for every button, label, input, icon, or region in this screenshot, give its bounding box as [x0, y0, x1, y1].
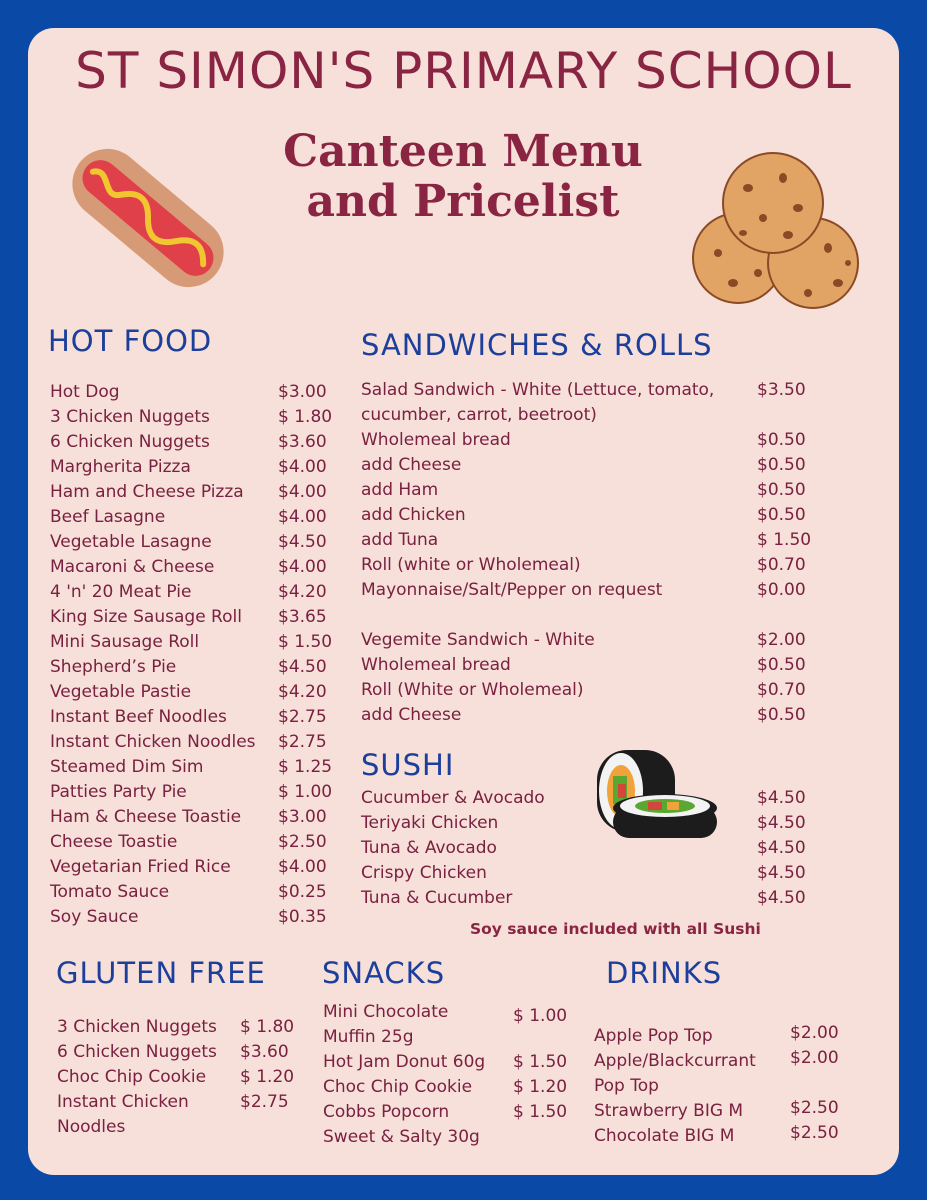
sandwich-item: [361, 678, 816, 703]
gluten-free-heading: GLUTEN FREE: [56, 956, 266, 990]
item-name: Tomato Sauce: [50, 882, 170, 902]
item-name: Mini Chocolate: [323, 1002, 449, 1022]
gluten-free-item: [57, 1040, 297, 1065]
item-price: $4.50: [757, 788, 806, 808]
item-name: Choc Chip Cookie: [323, 1077, 473, 1097]
sushi-item: [361, 811, 816, 836]
hot-dog-icon: [58, 128, 238, 308]
gluten-free-item: [57, 1065, 297, 1090]
sushi-item: [361, 836, 816, 861]
muffin-price: $ 1.00: [513, 1006, 568, 1026]
item-price: $ 1.50: [757, 530, 812, 550]
hot-food-list: [50, 380, 335, 930]
drink-item: [594, 1124, 844, 1149]
hot-food-item: [50, 905, 335, 930]
item-name: add Cheese: [361, 705, 462, 725]
sandwich-item: [361, 528, 816, 553]
item-name: add Chicken: [361, 505, 466, 525]
gluten-free-item: [57, 1115, 297, 1140]
item-price: $3.65: [278, 607, 327, 627]
item-name: Cobbs Popcorn: [323, 1102, 450, 1122]
item-name: Teriyaki Chicken: [361, 813, 499, 833]
item-name: 3 Chicken Nuggets: [50, 407, 210, 427]
item-price: $0.25: [278, 882, 327, 902]
item-price: $4.00: [278, 857, 327, 877]
item-name: add Tuna: [361, 530, 439, 550]
item-name: Shepherd’s Pie: [50, 657, 177, 677]
drinks-heading: DRINKS: [606, 956, 723, 990]
item-name: add Cheese: [361, 455, 462, 475]
item-name: Noodles: [57, 1117, 126, 1137]
item-price: $0.50: [757, 480, 806, 500]
gluten-free-item: [57, 1090, 297, 1115]
item-price: $4.20: [278, 582, 327, 602]
sushi-item: [361, 786, 816, 811]
sushi-list: [361, 786, 816, 911]
hot-food-item: [50, 805, 335, 830]
sandwich-item: [361, 653, 816, 678]
item-name: Ham and Cheese Pizza: [50, 482, 244, 502]
item-name: 6 Chicken Nuggets: [57, 1042, 217, 1062]
item-name: Choc Chip Cookie: [57, 1067, 207, 1087]
drink-item: [594, 1049, 844, 1074]
item-name: Apple Pop Top: [594, 1026, 713, 1046]
item-price: $3.50: [757, 380, 806, 400]
hot-food-item: [50, 780, 335, 805]
hot-food-item: [50, 755, 335, 780]
item-name: Instant Chicken: [57, 1092, 189, 1112]
snack-item: [323, 1125, 573, 1150]
snack-item: [323, 1100, 573, 1125]
item-price: $4.00: [278, 557, 327, 577]
item-price: $ 1.00: [278, 782, 333, 802]
item-name: Strawberry BIG M: [594, 1101, 744, 1121]
hot-food-item: [50, 430, 335, 455]
hot-food-item: [50, 855, 335, 880]
sandwich-item: [361, 378, 816, 403]
item-name: 3 Chicken Nuggets: [57, 1017, 217, 1037]
sandwich-item: [361, 703, 816, 728]
item-name: King Size Sausage Roll: [50, 607, 242, 627]
item-name: cucumber, carrot, beetroot): [361, 405, 597, 425]
hot-food-item: [50, 880, 335, 905]
hot-food-item: [50, 655, 335, 680]
sandwich-item: [361, 453, 816, 478]
item-name: Vegetable Lasagne: [50, 532, 212, 552]
item-name: Steamed Dim Sim: [50, 757, 204, 777]
item-price: $3.00: [278, 382, 327, 402]
item-name: Wholemeal bread: [361, 655, 511, 675]
item-name: Cucumber & Avocado: [361, 788, 545, 808]
item-name: add Ham: [361, 480, 439, 500]
item-name: Apple/Blackcurrant: [594, 1051, 756, 1071]
item-price: $4.50: [757, 888, 806, 908]
item-price: $ 1.20: [513, 1077, 568, 1097]
item-price: $2.50: [790, 1123, 839, 1143]
item-name: Tuna & Cucumber: [361, 888, 513, 908]
item-name: 6 Chicken Nuggets: [50, 432, 210, 452]
sandwiches-list: [361, 378, 816, 728]
item-name: Soy Sauce: [50, 907, 139, 927]
item-price: $4.00: [278, 457, 327, 477]
item-price: $2.50: [278, 832, 327, 852]
hot-food-item: [50, 730, 335, 755]
item-name: Hot Dog: [50, 382, 120, 402]
sandwich-item: [361, 553, 816, 578]
item-name: Instant Chicken Noodles: [50, 732, 256, 752]
item-name: Chocolate BIG M: [594, 1126, 735, 1146]
item-price: $2.75: [240, 1092, 289, 1112]
item-price: $0.50: [757, 705, 806, 725]
hot-food-item: [50, 630, 335, 655]
item-price: $0.50: [757, 655, 806, 675]
item-name: Patties Party Pie: [50, 782, 187, 802]
sushi-item: [361, 861, 816, 886]
item-price: $3.60: [278, 432, 327, 452]
item-price: $0.50: [757, 430, 806, 450]
sandwich-item: [361, 578, 816, 603]
item-price: $4.50: [278, 532, 327, 552]
menu-title-line2: and Pricelist: [306, 176, 620, 227]
item-price: $4.00: [278, 507, 327, 527]
sandwiches-heading: SANDWICHES & ROLLS: [361, 328, 713, 362]
item-name: Vegetarian Fried Rice: [50, 857, 231, 877]
item-price: $ 1.50: [513, 1102, 568, 1122]
sandwich-item: [361, 503, 816, 528]
item-name: Hot Jam Donut 60g: [323, 1052, 486, 1072]
item-price: $0.70: [757, 680, 806, 700]
sandwich-item: [361, 478, 816, 503]
hot-food-item: [50, 830, 335, 855]
cookies-icon: [688, 143, 868, 323]
hot-food-item: [50, 405, 335, 430]
item-name: Salad Sandwich - White (Lettuce, tomato,: [361, 380, 715, 400]
item-price: $2.00: [790, 1048, 839, 1068]
item-price: $2.00: [790, 1023, 839, 1043]
item-price: $ 1.20: [240, 1067, 295, 1087]
item-name: Pop Top: [594, 1076, 659, 1096]
hot-food-item: [50, 380, 335, 405]
sandwich-item: [361, 403, 816, 428]
sushi-note: Soy sauce included with all Sushi: [470, 920, 761, 938]
sandwich-item: [361, 628, 816, 653]
item-name: Beef Lasagne: [50, 507, 166, 527]
item-name: Crispy Chicken: [361, 863, 487, 883]
item-price: $4.50: [278, 657, 327, 677]
item-name: Sweet & Salty 30g: [323, 1127, 480, 1147]
item-name: Wholemeal bread: [361, 430, 511, 450]
item-price: $3.60: [240, 1042, 289, 1062]
item-price: $0.00: [757, 580, 806, 600]
school-name: ST SIMON'S PRIMARY SCHOOL: [75, 42, 852, 100]
sandwich-item: [361, 428, 816, 453]
item-name: Vegetable Pastie: [50, 682, 192, 702]
item-price: $2.00: [757, 630, 806, 650]
item-price: $3.00: [278, 807, 327, 827]
item-price: $4.50: [757, 813, 806, 833]
hot-food-item: [50, 555, 335, 580]
item-name: Mini Sausage Roll: [50, 632, 200, 652]
item-name: Tuna & Avocado: [361, 838, 497, 858]
item-price: $0.50: [757, 455, 806, 475]
gluten-free-item: [57, 1015, 297, 1040]
item-price: $ 1.80: [240, 1017, 295, 1037]
hot-food-heading: HOT FOOD: [48, 324, 213, 358]
item-name: Vegemite Sandwich - White: [361, 630, 595, 650]
menu-card: [28, 28, 899, 1175]
item-price: $ 1.25: [278, 757, 333, 777]
item-name: Mayonnaise/Salt/Pepper on request: [361, 580, 663, 600]
item-price: $ 1.50: [513, 1052, 568, 1072]
hot-food-item: [50, 580, 335, 605]
sushi-item: [361, 886, 816, 911]
item-price: $2.75: [278, 732, 327, 752]
sushi-heading: SUSHI: [361, 748, 455, 782]
hot-food-item: [50, 505, 335, 530]
snacks-heading: SNACKS: [322, 956, 446, 990]
item-name: Margherita Pizza: [50, 457, 191, 477]
drinks-list: [594, 1024, 844, 1149]
item-price: $4.50: [757, 838, 806, 858]
item-price: $4.00: [278, 482, 327, 502]
snack-item: [323, 1075, 573, 1100]
menu-title-line1: Canteen Menu: [283, 126, 643, 177]
item-name: Instant Beef Noodles: [50, 707, 227, 727]
item-price: $0.35: [278, 907, 327, 927]
item-name: Roll (White or Wholemeal): [361, 680, 584, 700]
hot-food-item: [50, 530, 335, 555]
hot-food-item: [50, 680, 335, 705]
item-price: $ 1.50: [278, 632, 333, 652]
item-price: $2.50: [790, 1098, 839, 1118]
sandwich-item: [361, 603, 816, 628]
item-name: Ham & Cheese Toastie: [50, 807, 242, 827]
item-price: $4.50: [757, 863, 806, 883]
item-name: Cheese Toastie: [50, 832, 178, 852]
item-name: Muffin 25g: [323, 1027, 414, 1047]
item-price: $0.70: [757, 555, 806, 575]
snack-item: [323, 1050, 573, 1075]
item-price: $0.50: [757, 505, 806, 525]
hot-food-item: [50, 705, 335, 730]
item-name: Roll (white or Wholemeal): [361, 555, 581, 575]
hot-food-item: [50, 480, 335, 505]
item-price: $4.20: [278, 682, 327, 702]
item-name: Macaroni & Cheese: [50, 557, 215, 577]
item-name: 4 'n' 20 Meat Pie: [50, 582, 192, 602]
item-price: $ 1.80: [278, 407, 333, 427]
item-price: $2.75: [278, 707, 327, 727]
gluten-free-list: [57, 1015, 297, 1140]
hot-food-item: [50, 605, 335, 630]
hot-food-item: [50, 455, 335, 480]
